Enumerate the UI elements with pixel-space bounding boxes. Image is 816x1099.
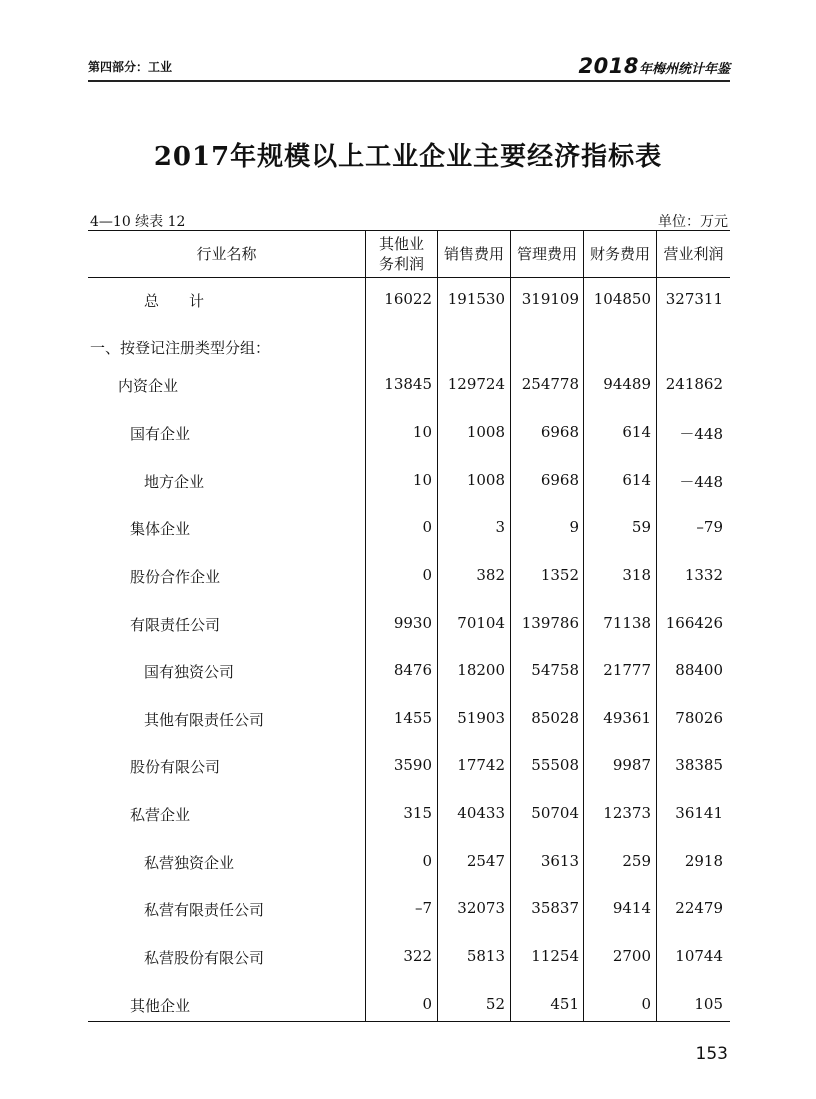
cell-finance: 259 xyxy=(622,852,651,870)
table-row xyxy=(88,332,730,362)
cell-selling: 32073 xyxy=(457,899,505,917)
cell-operating: －448 xyxy=(679,425,723,443)
table-bottom-rule xyxy=(88,1021,730,1022)
cell-other-profit: 13845 xyxy=(384,375,432,393)
table-row xyxy=(88,418,730,448)
running-header xyxy=(88,56,730,82)
row-name: 有限责任公司 xyxy=(130,616,221,634)
row-name: 内资企业 xyxy=(118,377,179,395)
cell-selling: 3 xyxy=(495,518,505,536)
row-name: 集体企业 xyxy=(130,520,191,538)
table-row xyxy=(88,285,730,315)
table-row xyxy=(88,609,730,639)
cell-finance: 94489 xyxy=(603,375,651,393)
cell-selling: 1008 xyxy=(466,471,505,489)
cell-finance: 9414 xyxy=(612,899,651,917)
cell-admin: 6968 xyxy=(540,423,579,441)
table-row xyxy=(88,656,730,686)
cell-admin: 254778 xyxy=(521,375,579,393)
cell-operating: 327311 xyxy=(665,290,723,308)
table-code: 4—10 续表 12 xyxy=(90,214,186,230)
cell-finance: 49361 xyxy=(603,709,651,727)
cell-admin: 9 xyxy=(569,518,579,536)
row-name: 私营有限责任公司 xyxy=(144,901,265,919)
table-row xyxy=(88,799,730,829)
table-row xyxy=(88,847,730,877)
cell-admin: 451 xyxy=(550,995,579,1013)
row-name: 其他企业 xyxy=(130,997,191,1015)
cell-operating: –79 xyxy=(696,518,723,536)
cell-operating: 78026 xyxy=(675,709,723,727)
cell-finance: 59 xyxy=(631,518,651,536)
cell-finance: 318 xyxy=(622,566,651,584)
cell-operating: 36141 xyxy=(675,804,723,822)
cell-other-profit: 0 xyxy=(422,566,432,584)
section-label: 第四部分：工业 xyxy=(88,60,173,74)
cell-operating: 2918 xyxy=(684,852,723,870)
column-header-admin: 管理费用 xyxy=(516,245,577,263)
cell-other-profit: 9930 xyxy=(393,614,432,632)
cell-selling: 17742 xyxy=(457,756,505,774)
cell-selling: 52 xyxy=(485,995,505,1013)
row-name: 其他有限责任公司 xyxy=(144,711,265,729)
table-row xyxy=(88,942,730,972)
column-header-finance: 财务费用 xyxy=(589,245,650,263)
cell-other-profit: 16022 xyxy=(384,290,432,308)
cell-selling: 51903 xyxy=(457,709,505,727)
cell-selling: 70104 xyxy=(457,614,505,632)
cell-operating: 38385 xyxy=(675,756,723,774)
row-name: 总 计 xyxy=(144,292,205,310)
cell-operating: 88400 xyxy=(675,661,723,679)
cell-finance: 9987 xyxy=(612,756,651,774)
cell-selling: 1008 xyxy=(466,423,505,441)
row-name: 私营企业 xyxy=(130,806,191,824)
table-row xyxy=(88,894,730,924)
row-name: 股份合作企业 xyxy=(130,568,221,586)
cell-finance: 104850 xyxy=(593,290,651,308)
cell-selling: 2547 xyxy=(466,852,505,870)
cell-admin: 50704 xyxy=(531,804,579,822)
page-number: 153 xyxy=(695,1044,728,1064)
cell-other-profit: 10 xyxy=(412,471,432,489)
column-header-selling: 销售费用 xyxy=(443,245,504,263)
cell-operating: －448 xyxy=(679,473,723,491)
cell-other-profit: 0 xyxy=(422,995,432,1013)
cell-selling: 40433 xyxy=(457,804,505,822)
row-name: 私营独资企业 xyxy=(144,854,235,872)
table-row xyxy=(88,751,730,781)
cell-operating: 241862 xyxy=(665,375,723,393)
cell-finance: 71138 xyxy=(603,614,651,632)
cell-finance: 0 xyxy=(641,995,651,1013)
page-title: 2017年规模以上工业企业主要经济指标表 xyxy=(153,142,663,172)
cell-finance: 614 xyxy=(622,471,651,489)
cell-other-profit: 3590 xyxy=(393,756,432,774)
row-name: 一、按登记注册类型分组： xyxy=(90,339,271,357)
cell-admin: 54758 xyxy=(531,661,579,679)
cell-other-profit: 10 xyxy=(412,423,432,441)
cell-admin: 85028 xyxy=(531,709,579,727)
cell-admin: 139786 xyxy=(521,614,579,632)
cell-other-profit: 315 xyxy=(403,804,432,822)
cell-admin: 1352 xyxy=(540,566,579,584)
cell-finance: 2700 xyxy=(612,947,651,965)
cell-selling: 382 xyxy=(476,566,505,584)
yearbook-year: 2018 xyxy=(578,54,639,78)
cell-selling: 191530 xyxy=(447,290,505,308)
table-row xyxy=(88,704,730,734)
cell-operating: 166426 xyxy=(665,614,723,632)
column-header-other-profit: 其他业 务利润 xyxy=(378,235,424,273)
cell-admin: 11254 xyxy=(531,947,579,965)
cell-selling: 5813 xyxy=(466,947,505,965)
cell-operating: 1332 xyxy=(684,566,723,584)
cell-other-profit: 8476 xyxy=(393,661,432,679)
table-header-rule xyxy=(88,277,730,278)
cell-other-profit: 1455 xyxy=(393,709,432,727)
table-row xyxy=(88,990,730,1020)
cell-other-profit: –7 xyxy=(414,899,432,917)
cell-other-profit: 322 xyxy=(403,947,432,965)
cell-finance: 12373 xyxy=(603,804,651,822)
cell-selling: 129724 xyxy=(447,375,505,393)
cell-admin: 319109 xyxy=(521,290,579,308)
cell-other-profit: 0 xyxy=(422,852,432,870)
cell-operating: 22479 xyxy=(675,899,723,917)
unit-label: 单位：万元 xyxy=(658,214,728,230)
table-row xyxy=(88,513,730,543)
cell-finance: 614 xyxy=(622,423,651,441)
yearbook-name: 年梅州统计年鉴 xyxy=(638,62,730,77)
cell-admin: 6968 xyxy=(540,471,579,489)
row-name: 国有企业 xyxy=(130,425,191,443)
table-row xyxy=(88,370,730,400)
table-row xyxy=(88,561,730,591)
row-name: 股份有限公司 xyxy=(130,758,221,776)
cell-other-profit: 0 xyxy=(422,518,432,536)
row-name: 地方企业 xyxy=(144,473,205,491)
yearbook-label xyxy=(579,54,730,78)
table-row xyxy=(88,466,730,496)
row-name: 私营股份有限公司 xyxy=(144,949,265,967)
cell-admin: 35837 xyxy=(531,899,579,917)
cell-operating: 105 xyxy=(694,995,723,1013)
cell-admin: 3613 xyxy=(540,852,579,870)
row-name: 国有独资公司 xyxy=(144,663,235,681)
cell-selling: 18200 xyxy=(457,661,505,679)
cell-operating: 10744 xyxy=(675,947,723,965)
cell-finance: 21777 xyxy=(603,661,651,679)
column-header-operating: 营业利润 xyxy=(663,245,724,263)
cell-admin: 55508 xyxy=(531,756,579,774)
column-header-name: 行业名称 xyxy=(196,245,257,263)
